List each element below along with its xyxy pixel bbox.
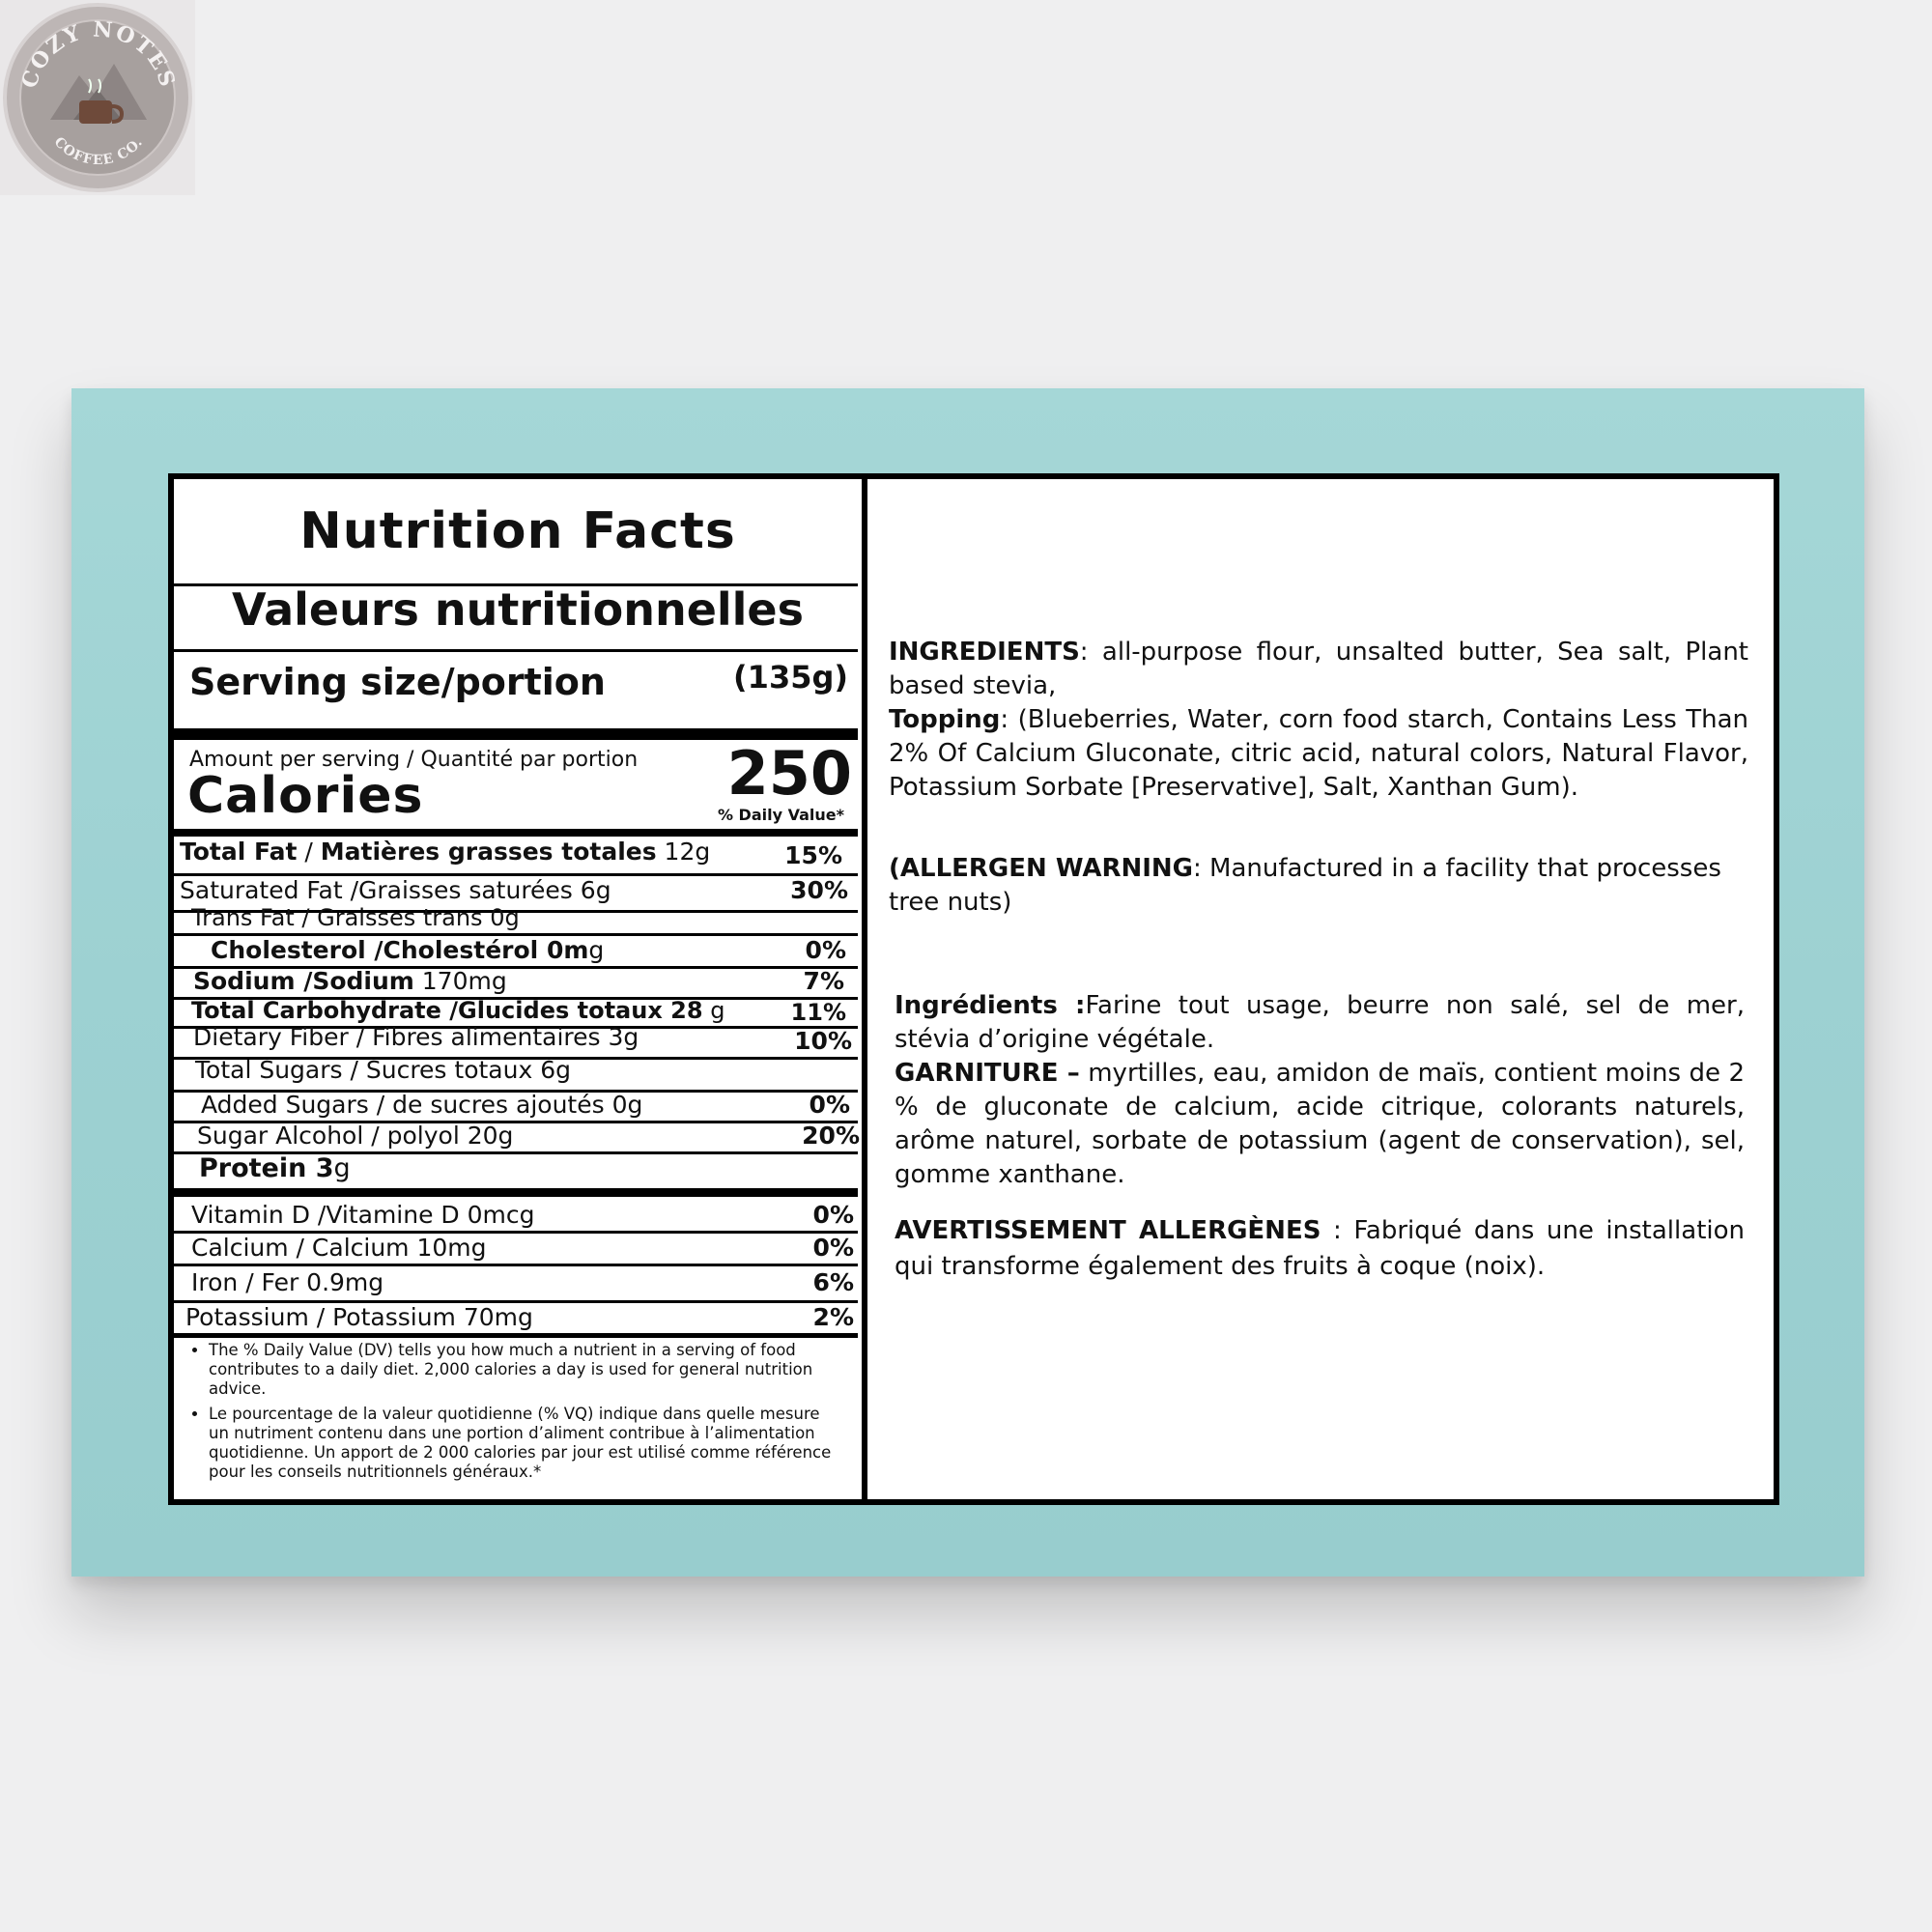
ingredients-fr-label: Ingrédients : [895, 991, 1086, 1020]
serving-size-row [174, 653, 862, 721]
logo-text-bottom: COFFEE CO. [50, 134, 147, 169]
daily-value-footnote [187, 1341, 844, 1488]
ingredients-label: INGREDIENTS [889, 638, 1080, 667]
row-divider [174, 1264, 858, 1266]
allergen-en-block [889, 852, 1748, 920]
nutrient-row-total-fat: Total Fat / Matières grasses totales 12g 15% [180, 838, 842, 869]
allergen-text: : Manufactured in a facility that processes tree nuts) [889, 854, 1721, 917]
ingredients-en-block [889, 636, 1748, 805]
nutrient-row-trans-fat: Trans Fat / Graisses trans 0g [191, 904, 520, 931]
nutrient-row-vitamin-d: Vitamin D /Vitamine D 0mcg 0% [191, 1201, 854, 1229]
nutrient-row-sodium: Sodium /Sodium 170mg 7% [193, 967, 844, 995]
garniture-label: GARNITURE – [895, 1059, 1080, 1088]
amount-per-serving: Amount per serving / Quantité par portion [189, 748, 639, 772]
nutrient-row-protein: Protein 3g [199, 1153, 351, 1183]
thick-divider [174, 829, 858, 837]
allergen-label: (ALLERGEN WARNING [889, 854, 1194, 883]
nutrition-title-fr: Valeurs nutritionnelles [231, 583, 805, 636]
allergen-fr-block [895, 1213, 1745, 1285]
calories-label: Calories [187, 767, 424, 825]
footnote-en: • The % Daily Value (DV) tells you how much a nutrient in a serving of food contributes to a daily diet. 2,000 calories a day is used for general nutrition advice. [209, 1341, 844, 1399]
nutrient-row-sugar-alcohol: Sugar Alcohol / polyol 20g 20% [197, 1122, 860, 1150]
nutrient-row-saturated-fat: Saturated Fat /Graisses saturées 6g 30% [180, 876, 848, 904]
serving-label: Serving size/portion [189, 661, 606, 703]
topping-text: : (Blueberries, Water, corn food starch, Contains Less Than 2% Of Calcium Gluconate, citric acid, natural colors, Natural Flavor, Potassium Sorbate [Preservative], Salt, Xanthan Gum). [889, 705, 1748, 802]
brand-logo [0, 0, 195, 195]
ingredients-text: : all-purpose flour, unsalted butter, Sea salt, Plant based stevia, [889, 638, 1748, 700]
nutrient-row-total-carbohydrate: Total Carbohydrate /Glucides totaux 28 g 11% [191, 997, 846, 1026]
nutrient-row-potassium: Potassium / Potassium 70mg 2% [185, 1303, 854, 1331]
nutrition-label-panel [168, 473, 1779, 1505]
svg-text:COZY NOTES [16, 16, 180, 91]
nutrient-row-calcium: Calcium / Calcium 10mg 0% [191, 1234, 854, 1262]
calories-value: 250 [726, 738, 852, 809]
nutrient-row-added-sugars: Added Sugars / de sucres ajoutés 0g 0% [201, 1091, 850, 1119]
serving-value: (135g) [733, 659, 848, 696]
nutrient-row-cholesterol: Cholesterol /Cholestérol 0mg 0% [211, 936, 846, 964]
logo-text-top: COZY NOTES [16, 16, 181, 92]
logo-text-layer [0, 0, 195, 195]
nutrient-row-dietary-fiber: Dietary Fiber / Fibres alimentaires 3g 10% [193, 1023, 852, 1055]
row-divider [174, 1333, 858, 1338]
nutrient-row-total-sugars: Total Sugars / Sucres totaux 6g [195, 1056, 571, 1084]
daily-value-header: % Daily Value* [717, 806, 844, 824]
ingredients-fr-block [895, 989, 1745, 1192]
svg-text:COFFEE CO. [51, 134, 147, 168]
panel-divider [862, 479, 867, 1499]
ingredients-fr-text: Farine tout usage, beurre non salé, sel de mer, stévia d’origine végétale. [895, 991, 1745, 1054]
thick-divider [174, 1188, 858, 1197]
topping-label: Topping [889, 705, 1001, 734]
nutrition-title: Nutrition Facts [299, 502, 736, 560]
divider-line [174, 649, 858, 652]
allergen-fr-label: AVERTISSEMENT ALLERGÈNES [895, 1216, 1321, 1245]
nutrition-facts-table [174, 479, 862, 1499]
nutrient-row-iron: Iron / Fer 0.9mg 6% [191, 1268, 854, 1296]
garniture-text: myrtilles, eau, amidon de maïs, contient moins de 2 % de gluconate de calcium, acide citrique, colorants naturels, arôme naturel, sorbate de potassium (agent de conservation), sel, gomme xanthane. [895, 1059, 1745, 1189]
footnote-fr: • Le pourcentage de la valeur quotidienne (% VQ) indique dans quelle mesure un nutriment contenu dans une portion d’aliment contribue à l’alimentation quotidienne. Un apport de 2 000 calories par jour est utilisé comme référence pour les conseils nutritionnels généraux.* [209, 1405, 844, 1482]
allergen-fr-text: : Fabriqué dans une installation qui transforme également des fruits à coque (noix). [895, 1216, 1745, 1281]
